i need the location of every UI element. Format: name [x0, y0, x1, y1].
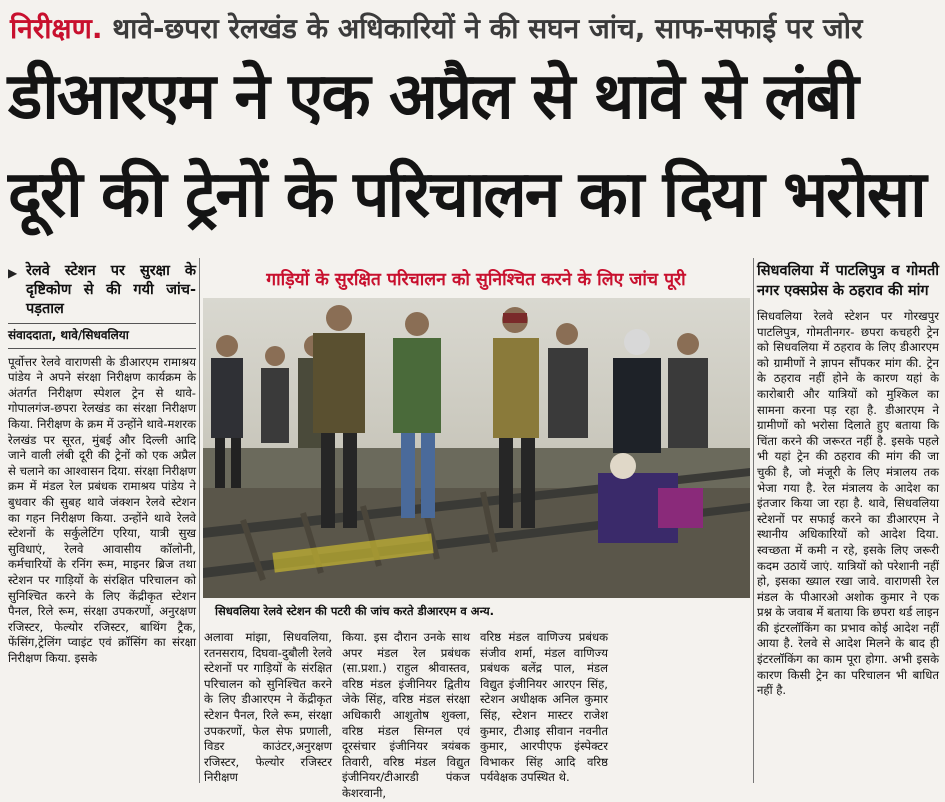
left-story [8, 262, 196, 782]
right-body: सिधवलिया रेलवे स्टेशन पर गोरखपुर पाटलिपुत्र, गोमतीनगर- छपरा कचहरी ट्रेन को सिधवलिया में ठहराव के लिए डीआरएम को ग्रामीणों ने ज्ञापन सौंपकर मांग की. ट्रेन के ठहराव नहीं होने के कारण यहां के कारोबारी और यात्रियों को मुश्किल का सामना करना पड़ रहा है. डीआरएम ने ग्रामीणों को भरोसा दिलाते हुए बताया कि चिंता करने की जरूरत नहीं है. इसके पहले भी यहां ट्रेन की ठहराव की मांग की जा चुकी है, जो मंजूरी के लिए मंत्रालय तक भेजा गया है. रेल मंत्रालय के आदेश का इंतजार किया जा रहा है. थावे, सिधवलिया स्टेशनों पर सफाई करने का डीआरएम ने स्थानीय अधिकारियों को आदेश दिया. स्वच्छता में कमी न रहे, इसके लिए जरूरी कदम उठायें जाएं. यात्रियों को परेशानी नहीं हो, इसका ख्याल रखा जावे. वाराणसी रेल मंडल के पीआरओ अशोक कुमार ने एक प्रश्न के जवाब में बताया कि छपरा थर्ड लाइन की इंटरलॉकिंग का प्रभाव कोई आदेश नहीं आया है. रेलवे से आदेश मिलने के बाद ही इंटरलॉकिंग का काम पूरा होगा. अभी इसके कारण किसी ट्रेन का परिचालन भी बाधित नहीं है. [757, 309, 939, 698]
kicker-label: निरीक्षण. [10, 12, 103, 45]
column-divider [199, 258, 200, 783]
left-subhead-text: रेलवे स्टेशन पर सुरक्षा के दृष्टिकोण से की गयी जांच-पड़ताल [26, 263, 196, 317]
photo-headline: गाड़ियों के सुरक्षित परिचालन को सुनिश्चित करने के लिए जांच पूरी [266, 270, 686, 290]
right-story [757, 262, 939, 782]
kicker-text: थावे-छपरा रेलखंड के अधिकारियों ने की सघन जांच, साफ-सफाई पर जोर [112, 12, 863, 45]
headline-line-1: डीआरएम ने एक अप्रैल से थावे से लंबी [8, 60, 857, 134]
kicker [10, 6, 935, 52]
left-body: पूर्वोत्तर रेलवे वाराणसी के डीआरएम रामाश्रय पांडेय ने अपने संरक्षा निरीक्षण कार्यक्रम के अंतर्गत निरीक्षण स्पेशल ट्रेन से थावे-गोपालगंज-छपरा रेलखंड का संरक्षा निरीक्षण किया. निरीक्षण के क्रम में उन्होंने थावे-मशरक रेलखंड पर सूरत, मुंबई और दिल्ली आदि जाने वाली लंबी दूरी की ट्रेनों को एक अप्रैल से चलाने का आश्वासन दिया. संरक्षा निरीक्षण क्रम में मंडल रेल प्रबंधक रामाश्रय पांडेय ने बुधवार की सुबह थावे जंक्शन रेलवे स्टेशन का गहन निरीक्षण किया. उन्होंने थावे रेलवे स्टेशनों के सर्कुलेटिंग एरिया, यात्री सुख सुविधाएं, रेलवे आवासीय कॉलोनी, कर्मचारियों के रनिंग रूम, माइनर ब्रिज तथा स्टेशन पर गाड़ियों के संरक्षित परिचालन को सुनिश्चित करने के लिए केंद्रीकृत स्टेशन पैनल, रिले रूम, संरक्षा उपकरणों, अनुरक्षण रजिस्टर, फेल्योर रजिस्टर, बाथिंग ट्रैक, फेंसिंग,ट्रेलिंग प्वाइंट एवं क्रॉसिंग का संरक्षा निरीक्षण किया. इसके [8, 354, 196, 665]
headline-line-2: दूरी की ट्रेनों के परिचालन का दिया भरोसा [8, 158, 925, 232]
body-column-3: वरिष्ठ मंडल वाणिज्य प्रबंधक संजीव शर्मा, मंडल वाणिज्य प्रबंधक बलेंद्र पाल, मंडल विद्युत इंजीनियर आरएन सिंह, स्टेशन अधीक्षक अनिल कुमार सिंह, स्टेशन मास्टर राजेश कुमार, टीआइ सीवान नवनीत कुमार, आरपीएफ इंस्पेक्टर विभाकर सिंह आदि वरिष्ठ पर्यवेक्षक उपस्थित थे. [480, 630, 608, 785]
inspection-photo-illustration [203, 298, 750, 598]
right-headline: सिधवलिया में पाटलिपुत्र व गोमती नगर एक्सप्रेस के ठहराव की मांग [757, 263, 939, 299]
byline: संवाददाता, थावे/सिधवलिया [8, 323, 196, 349]
photo-caption: सिधवलिया रेलवे स्टेशन की पटरी की जांच करते डीआरएम व अन्य. [215, 604, 495, 618]
arrow-icon: ▶ [8, 266, 18, 280]
body-column-2: किया. इस दौरान उनके साथ अपर मंडल रेल प्रबंधक (सा.प्रशा.) राहुल श्रीवास्तव, वरिष्ठ मंडल इंजीनियर द्वितीय जेके सिंह, वरिष्ठ मंडल संरक्षा अधिकारी आशुतोष शुक्ला, वरिष्ठ मंडल सिग्नल एवं दूरसंचार इंजीनियर त्रयंबक तिवारी, वरिष्ठ मंडल विद्युत इंजीनियर/टीआरडी पंकज केशरवानी, [342, 630, 470, 800]
column-divider [753, 258, 754, 783]
left-subhead [8, 262, 196, 319]
body-column-1: अलावा मांझा, सिधवलिया, रतनसराय, दिघवा-दुबौली रेलवे स्टेशनों पर गाड़ियों के संरक्षित परिचालन को सुनिश्चित करने के लिए डीआरएम ने केंद्रीकृत स्टेशन पैनल, रिले रूम, संरक्षा उपकरणों, फेल सेफ प्रणाली, विडर काउंटर,अनुरक्षण रजिस्टर, फेल्योर रजिस्टर निरीक्षण [204, 630, 332, 785]
news-photo [203, 298, 750, 598]
